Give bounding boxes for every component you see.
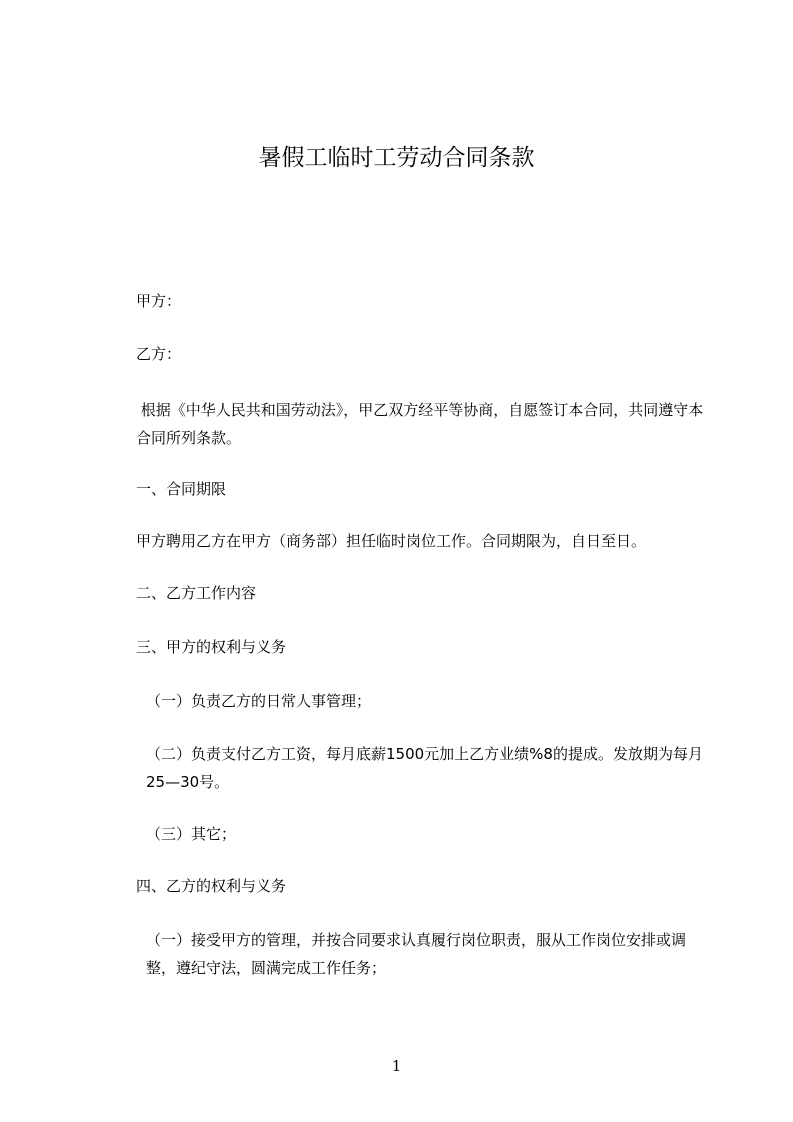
party-a-clause-3: （三）其它； — [146, 825, 237, 843]
term-paragraph: 甲方聘用乙方在甲方（商务部）担任临时岗位工作。合同期限为，自日至日。 — [136, 532, 647, 550]
party-a-clause-2: （二）负责支付乙方工资，每月底薪1500元加上乙方业绩%8的提成。发放期为每月25—30号。 — [146, 745, 703, 791]
section-heading-term: 一、合同期限 — [136, 480, 227, 498]
party-b-line: 乙方： — [136, 345, 182, 363]
page-number: 1 — [391, 1057, 402, 1075]
preamble-paragraph: 根据《中华人民共和国劳动法》，甲乙双方经平等协商，自愿签订本合同，共同遵守本合同所列条款。 — [136, 401, 704, 447]
section-heading-party-a-rights: 三、甲方的权利与义务 — [136, 638, 287, 656]
section-heading-party-b-rights: 四、乙方的权利与义务 — [136, 877, 287, 895]
document-title: 暑假工临时工劳动合同条款 — [258, 145, 535, 171]
section-heading-work-content: 二、乙方工作内容 — [136, 584, 257, 602]
party-a-line: 甲方： — [136, 292, 182, 310]
party-a-clause-1: （一）负责乙方的日常人事管理； — [146, 692, 372, 710]
party-b-clause-1: （一）接受甲方的管理，并按合同要求认真履行岗位职责，服从工作岗位安排或调整，遵纪守法，圆满完成工作任务； — [146, 931, 687, 977]
